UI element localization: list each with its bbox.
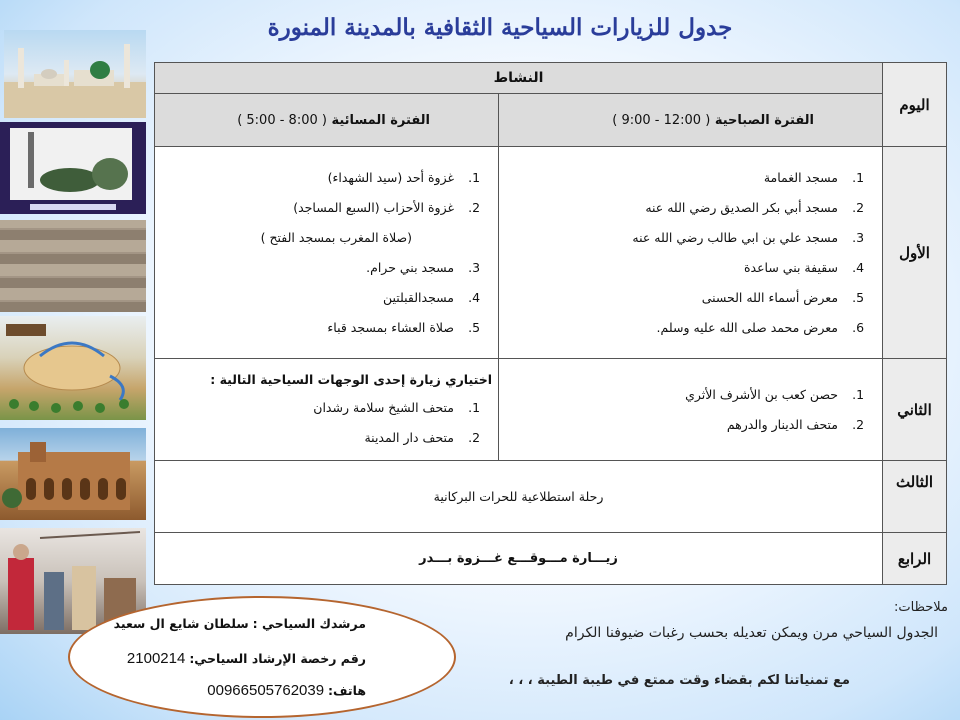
- list-item: 2.متحف الدينار والدرهم: [726, 416, 865, 432]
- list-item: 2.غزوة الأحزاب (السبع المساجد): [293, 199, 481, 215]
- notes-title: ملاحظات:: [894, 600, 948, 615]
- day-3-label: الثالث: [883, 461, 947, 533]
- morning-period-label: الفترة الصباحية: [714, 112, 815, 128]
- phone-row: [207, 682, 366, 699]
- day-1-evening: [155, 147, 499, 359]
- guide-name-row: [114, 616, 366, 631]
- day-3-activity: رحلة استطلاعية للحرات البركانية: [155, 461, 883, 533]
- schedule-table: [154, 62, 947, 585]
- list-item-continuation: (صلاة المغرب بمسجد الفتح ): [260, 229, 413, 245]
- list-item: 4.مسجدالقبلتين: [382, 289, 481, 305]
- day-1-morning: [499, 147, 883, 359]
- list-item: 1.حصن كعب بن الأشرف الأثري: [685, 386, 865, 402]
- day-2-morning: [499, 359, 883, 461]
- quba-mosque-photo: [0, 122, 146, 214]
- phone-number: 00966505762039: [207, 682, 325, 699]
- list-item: 3.مسجد علي بن ابي طالب رضي الله عنه: [632, 229, 865, 245]
- morning-period-header: [499, 94, 883, 147]
- day-4-activity: زيـــارة مـــوقـــع غـــزوة بـــدر: [155, 533, 883, 585]
- list-item: 3.مسجد بني حرام.: [366, 259, 481, 275]
- list-item: 2.متحف دار المدينة: [364, 429, 481, 445]
- mosque-photo: [4, 30, 146, 118]
- license-label: رقم رخصة الإرشاد السياحي:: [189, 651, 366, 666]
- day-column-header: اليوم: [883, 63, 947, 147]
- list-item: 5.معرض أسماء الله الحسنى: [701, 289, 865, 305]
- activity-header: النشاط: [155, 63, 883, 94]
- day-2-label: الثاني: [883, 359, 947, 461]
- list-item: 1.مسجد الغمامة: [763, 169, 865, 185]
- phone-label: هاتف:: [328, 683, 366, 698]
- stone-wall-photo: [0, 220, 146, 312]
- guide-name: سلطان شايع ال سعيد: [113, 616, 249, 631]
- guide-name-label: مرشدك السياحي :: [252, 616, 366, 631]
- morning-period-time: ( 9:00 - 12:00 ): [612, 112, 711, 128]
- notes-text: الجدول السياحي مرن ويمكن تعديله بحسب رغبات ضيوفنا الكرام: [565, 625, 938, 641]
- list-item: 1.متحف الشيخ سلامة رشدان: [313, 399, 481, 415]
- day-2-evening: [155, 359, 499, 461]
- license-row: [127, 650, 366, 667]
- list-item: 2.مسجد أبي بكر الصديق رضي الله عنه: [645, 199, 865, 215]
- list-item: 6.معرض محمد صلى الله عليه وسلم.: [656, 319, 865, 335]
- guide-card: [68, 596, 456, 718]
- evening-period-label: الفترة المسائية: [331, 112, 431, 128]
- license-number: 2100214: [126, 650, 186, 667]
- evening-period-time: ( 5:00 - 8:00 ): [237, 112, 327, 128]
- day-4-label: الرابع: [883, 533, 947, 585]
- page-title: جدول للزيارات السياحية الثقافية بالمدينة المنورة: [267, 14, 733, 41]
- list-item: 4.سقيفة بني ساعدة: [743, 259, 865, 275]
- optional-heading: اختياري زيارة إحدى الوجهات السياحية التالية :: [210, 371, 493, 387]
- day-1-label: الأول: [883, 147, 947, 359]
- evening-period-header: [155, 94, 499, 147]
- list-item: 1.غزوة أحد (سيد الشهداء): [327, 169, 481, 185]
- station-building-photo: [0, 428, 146, 520]
- battle-map-photo: [0, 316, 146, 420]
- closing-wish: مع تمنياتنا لكم بقضاء وقت ممتع في طيبة الطيبة ، ، ،: [508, 673, 850, 688]
- list-item: 5.صلاة العشاء بمسجد قباء: [327, 319, 481, 335]
